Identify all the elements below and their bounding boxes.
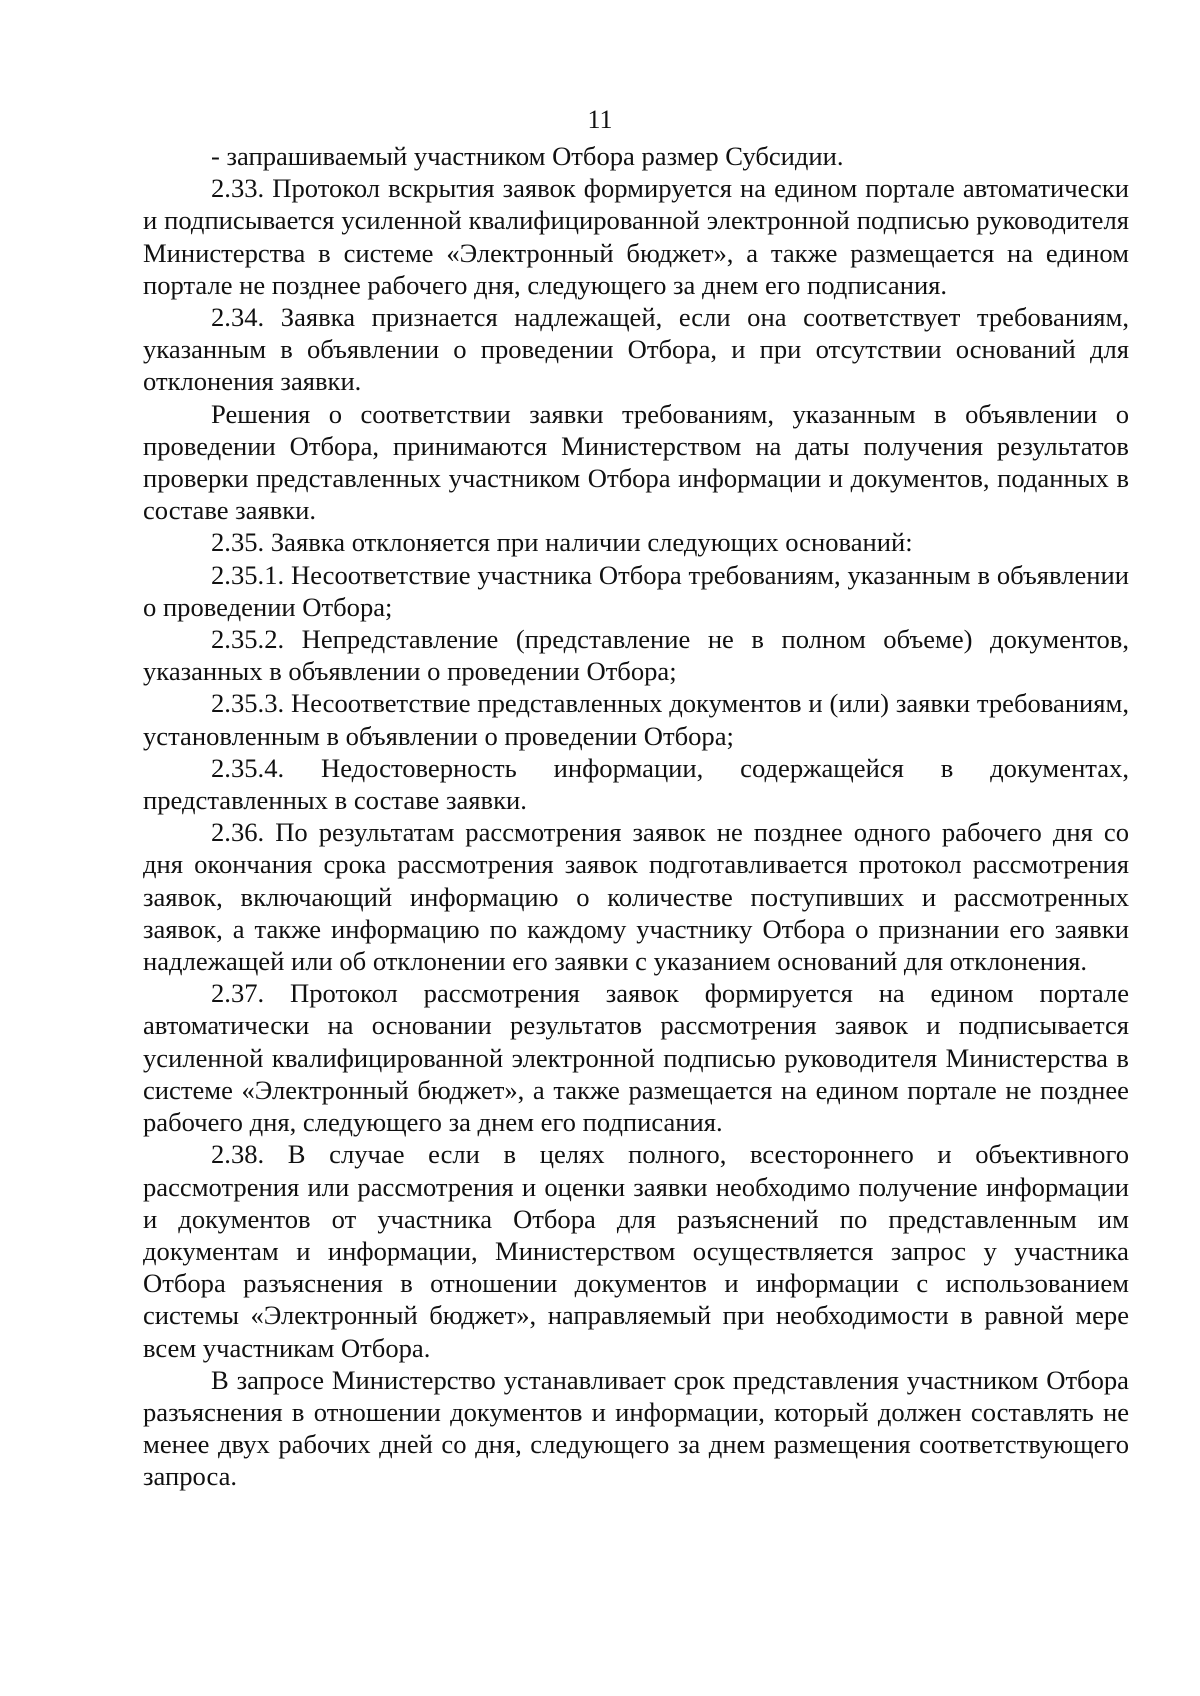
paragraph-2-35-2: 2.35.2. Непредставление (представление не в полном объеме) документов, указанных в объявлении о проведении Отбора; <box>143 624 1129 687</box>
paragraph-decisions: Решения о соответствии заявки требованиям, указанным в объявлении о проведении Отбора, принимаются Министерством на даты получения результатов проверки представленных участником Отбора информации и документов, поданных в составе заявки. <box>143 398 1129 526</box>
paragraph-2-34: 2.34. Заявка признается надлежащей, если она соответствует требованиям, указанным в объявлении о проведении Отбора, и при отсутствии оснований для отклонения заявки. <box>143 302 1129 397</box>
paragraph-2-35-1: 2.35.1. Несоответствие участника Отбора требованиям, указанным в объявлении о проведении Отбора; <box>143 559 1129 622</box>
page-number: 11 <box>587 105 613 134</box>
paragraph-2-35-3: 2.35.3. Несоответствие представленных документов и (или) заявки требованиям, установленным в объявлении о проведении Отбора; <box>143 688 1129 751</box>
paragraph-subsidy-size: - запрашиваемый участником Отбора размер Субсидии. <box>211 141 844 171</box>
paragraph-2-37: 2.37. Протокол рассмотрения заявок формируется на едином портале автоматически на основании результатов рассмотрения заявок и подписывается усиленной квалифицированной электронной подписью руководителя Министерства в системе «Электронный бюджет», а также размещается на едином портале не позднее рабочего дня, следующего за днем его подписания. <box>143 978 1129 1138</box>
paragraph-2-36: 2.36. По результатам рассмотрения заявок не позднее одного рабочего дня со дня окончания срока рассмотрения заявок подготавливается протокол рассмотрения заявок, включающий информацию о количестве поступивших и рассмотренных заявок, а также информацию по каждому участнику Отбора о признании его заявки надлежащей или об отклонении его заявки с указанием оснований для отклонения. <box>143 817 1129 977</box>
document-body <box>143 140 1129 1493</box>
paragraph-request-deadline: В запросе Министерство устанавливает срок представления участником Отбора разъяснения в отношении документов и информации, который должен составлять не менее двух рабочих дней со дня, следующего за днем размещения соответствующего запроса. <box>143 1364 1129 1492</box>
paragraph-2-35-4: 2.35.4. Недостоверность информации, содержащейся в документах, представленных в составе заявки. <box>143 752 1129 816</box>
paragraph-2-33: 2.33. Протокол вскрытия заявок формируется на едином портале автоматически и подписывается усиленной квалифицированной электронной подписью руководителя Министерства в системе «Электронный бюджет», а также размещается на едином портале не позднее рабочего дня, следующего за днем его подписания. <box>143 173 1129 300</box>
paragraph-2-35: 2.35. Заявка отклоняется при наличии следующих оснований: <box>211 527 913 558</box>
paragraph-2-38: 2.38. В случае если в целях полного, всестороннего и объективного рассмотрения или рассмотрения и оценки заявки необходимо получение информации и документов от участника Отбора для разъяснений по представленным им документам и информации, Министерством осуществляется запрос у участника Отбора разъяснения в отношении документов и информации с использованием системы «Электронный бюджет», направляемый при необходимости в равной мере всем участникам Отбора. <box>143 1139 1129 1363</box>
